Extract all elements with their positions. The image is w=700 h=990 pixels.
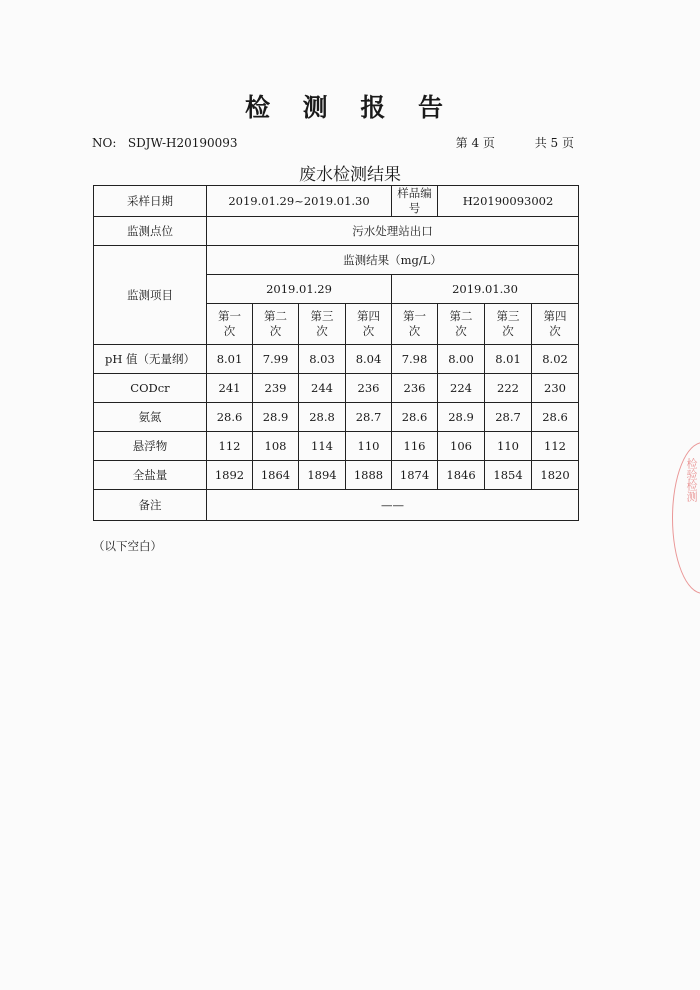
round-line: 次 — [502, 324, 514, 338]
stamp-text: 检验检测 — [685, 458, 698, 502]
round-header — [438, 304, 485, 345]
cell-value: 236 — [346, 374, 392, 403]
remarks-value: —— — [207, 490, 579, 521]
cell-value: 8.00 — [438, 345, 485, 374]
cell-value: 1892 — [207, 461, 253, 490]
round-header — [253, 304, 299, 345]
round-line: 第三 — [310, 309, 334, 323]
row-name: pH 值（无量纲） — [94, 345, 207, 374]
cell-value: 239 — [253, 374, 299, 403]
cell-value: 28.6 — [392, 403, 438, 432]
cell-value: 116 — [392, 432, 438, 461]
page-total: 共 5 页 — [534, 136, 574, 150]
table-row — [94, 217, 579, 246]
sampling-date-value: 2019.01.29~2019.01.30 — [207, 186, 392, 217]
round-line: 次 — [362, 324, 375, 338]
cell-value: 1846 — [438, 461, 485, 490]
cell-value: 7.99 — [253, 345, 299, 374]
cell-value: 8.01 — [207, 345, 253, 374]
cell-value: 1864 — [253, 461, 299, 490]
round-line: 次 — [455, 324, 467, 338]
cell-value: 28.8 — [299, 403, 346, 432]
cell-value: 28.6 — [532, 403, 579, 432]
monitoring-point-value: 污水处理站出口 — [207, 217, 579, 246]
monitoring-item-label: 监测项目 — [94, 246, 207, 345]
table-row — [94, 246, 579, 275]
cell-value: 28.7 — [485, 403, 532, 432]
cell-value: 106 — [438, 432, 485, 461]
official-stamp — [672, 442, 700, 594]
cell-value: 8.04 — [346, 345, 392, 374]
cell-value: 7.98 — [392, 345, 438, 374]
cell-value: 1894 — [299, 461, 346, 490]
row-name: 全盐量 — [94, 461, 207, 490]
round-line: 第二 — [449, 309, 473, 323]
table-row — [94, 490, 579, 521]
cell-value: 1888 — [346, 461, 392, 490]
round-line: 次 — [269, 324, 282, 338]
cell-value: 110 — [485, 432, 532, 461]
report-number: SDJW-H20190093 — [127, 136, 238, 150]
cell-value: 1874 — [392, 461, 438, 490]
table-row — [94, 461, 579, 490]
round-line: 次 — [316, 324, 328, 338]
date-header-2: 2019.01.30 — [392, 275, 579, 304]
remarks-label: 备注 — [94, 490, 207, 521]
round-line: 次 — [223, 324, 236, 338]
date-header-1: 2019.01.29 — [207, 275, 392, 304]
round-header — [299, 304, 346, 345]
table-row — [94, 403, 579, 432]
cell-value: 28.9 — [253, 403, 299, 432]
monitoring-point-label: 监测点位 — [94, 217, 207, 246]
round-line: 第一 — [403, 309, 427, 323]
round-header — [485, 304, 532, 345]
cell-value: 28.7 — [346, 403, 392, 432]
wastewater-result-table — [93, 185, 579, 521]
cell-value: 241 — [207, 374, 253, 403]
round-header — [532, 304, 579, 345]
cell-value: 112 — [207, 432, 253, 461]
report-title: 检 测 报 告 — [244, 93, 456, 122]
sampling-date-label: 采样日期 — [94, 186, 207, 217]
sample-no-value: H20190093002 — [438, 186, 579, 217]
cell-value: 112 — [532, 432, 579, 461]
round-line: 第三 — [496, 309, 520, 323]
report-number-label: NO: — [92, 136, 117, 150]
cell-value: 114 — [299, 432, 346, 461]
page-current: 第 4 页 — [455, 136, 495, 150]
table-row — [94, 432, 579, 461]
row-name: CODcr — [94, 374, 207, 403]
table-row — [94, 186, 579, 217]
round-line: 次 — [549, 324, 561, 338]
cell-value: 244 — [299, 374, 346, 403]
cell-value: 1820 — [532, 461, 579, 490]
cell-value: 230 — [532, 374, 579, 403]
round-line: 次 — [408, 324, 421, 338]
cell-value: 222 — [485, 374, 532, 403]
round-line: 第四 — [543, 309, 567, 323]
cell-value: 8.02 — [532, 345, 579, 374]
cell-value: 110 — [346, 432, 392, 461]
cell-value: 28.9 — [438, 403, 485, 432]
row-name: 悬浮物 — [94, 432, 207, 461]
cell-value: 236 — [392, 374, 438, 403]
cell-value: 8.03 — [299, 345, 346, 374]
blank-note: （以下空白） — [93, 539, 162, 553]
round-header — [392, 304, 438, 345]
cell-value: 28.6 — [207, 403, 253, 432]
round-line: 第四 — [357, 309, 380, 323]
cell-value: 224 — [438, 374, 485, 403]
row-name: 氨氮 — [94, 403, 207, 432]
cell-value: 8.01 — [485, 345, 532, 374]
page-indicator — [456, 134, 574, 151]
round-line: 第一 — [218, 309, 241, 323]
table-subtitle: 废水检测结果 — [299, 165, 401, 185]
cell-value: 108 — [253, 432, 299, 461]
report-number-line — [92, 136, 238, 150]
result-header: 监测结果（mg/L） — [207, 246, 579, 275]
table-row — [94, 345, 579, 374]
round-header — [346, 304, 392, 345]
sample-no-label: 样品编号 — [392, 186, 438, 217]
cell-value: 1854 — [485, 461, 532, 490]
round-line: 第二 — [264, 309, 287, 323]
table-row — [94, 374, 579, 403]
round-header — [207, 304, 253, 345]
